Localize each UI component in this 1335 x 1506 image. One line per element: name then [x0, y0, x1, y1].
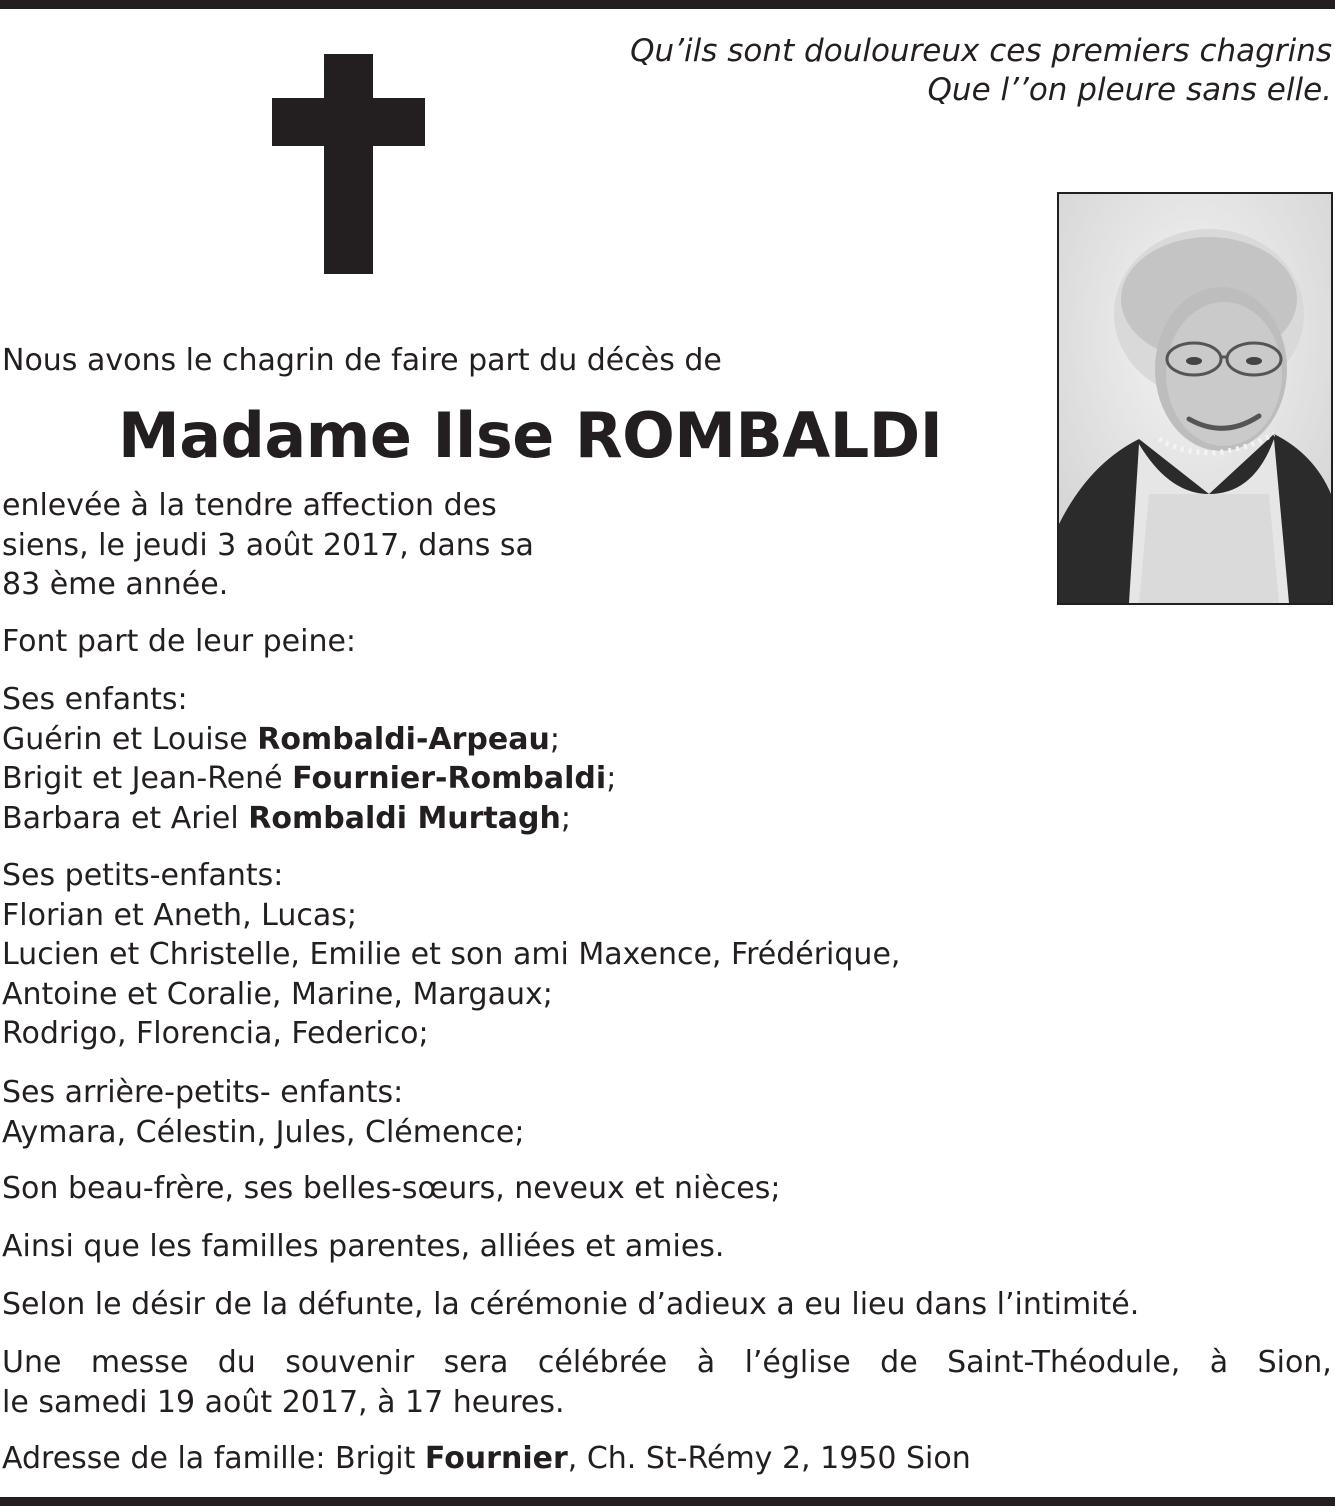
- epigraph-line: Qu’ils sont douloureux ces premiers chagrins: [630, 33, 1332, 69]
- section-heading: Ses enfants:: [2, 682, 188, 717]
- mass-announcement: [2, 1343, 1332, 1422]
- children-section: [2, 680, 616, 838]
- deceased-name: Madame Ilse ROMBALDI: [118, 399, 943, 472]
- intro-text: Nous avons le chagrin de faire part du décès de: [2, 343, 722, 378]
- list-item: Antoine et Coralie, Marine, Margaux;: [2, 976, 553, 1012]
- list-item: Florian et Aneth, Lucas;: [2, 897, 357, 933]
- list-item: Rodrigo, Florencia, Federico;: [2, 1016, 429, 1051]
- section-heading: Ses arrière-petits- enfants:: [2, 1075, 404, 1110]
- list-item: Lucien et Christelle, Emilie et son ami Maxence, Frédérique,: [2, 937, 901, 972]
- portrait-photo: [1057, 192, 1333, 605]
- families-text: Ainsi que les familles parentes, alliées et amies.: [2, 1229, 725, 1264]
- great-grandchildren-section: [2, 1073, 525, 1152]
- list-item: Brigit et Jean-René Fournier-Rombaldi;: [2, 761, 617, 796]
- details-line: enlevée à la tendre affection des: [2, 488, 497, 523]
- epigraph-line: Que l’’on pleure sans elle.: [927, 72, 1332, 108]
- epigraph: [630, 32, 1332, 110]
- grandchildren-section: [2, 856, 900, 1054]
- in-laws-text: Son beau-frère, ses belles-sœurs, neveux et nièces;: [2, 1171, 781, 1206]
- list-item: Aymara, Célestin, Jules, Clémence;: [2, 1114, 525, 1150]
- bottom-rule: [0, 1497, 1335, 1506]
- cross-icon: [272, 54, 425, 274]
- section-heading: Ses petits-enfants:: [2, 858, 284, 893]
- top-rule: [0, 0, 1335, 9]
- mass-line-2: le samedi 19 août 2017, à 17 heures.: [2, 1384, 565, 1420]
- mourners-heading: Font part de leur peine:: [2, 624, 357, 659]
- list-item: Guérin et Louise Rombaldi-Arpeau;: [2, 721, 560, 757]
- details-line: 83 ème année.: [2, 567, 229, 602]
- details-line: siens, le jeudi 3 août 2017, dans sa: [2, 527, 534, 563]
- mass-line-1: Une messe du souvenir sera célébrée à l’église de Saint-Théodule, à Sion,: [2, 1345, 1332, 1380]
- death-details: [2, 486, 534, 605]
- family-address: Adresse de la famille: Brigit Fournier, Ch. St-Rémy 2, 1950 Sion: [2, 1441, 971, 1476]
- ceremony-text: Selon le désir de la défunte, la cérémonie d’adieux a eu lieu dans l’intimité.: [2, 1287, 1140, 1322]
- list-item: Barbara et Ariel Rombaldi Murtagh;: [2, 800, 571, 836]
